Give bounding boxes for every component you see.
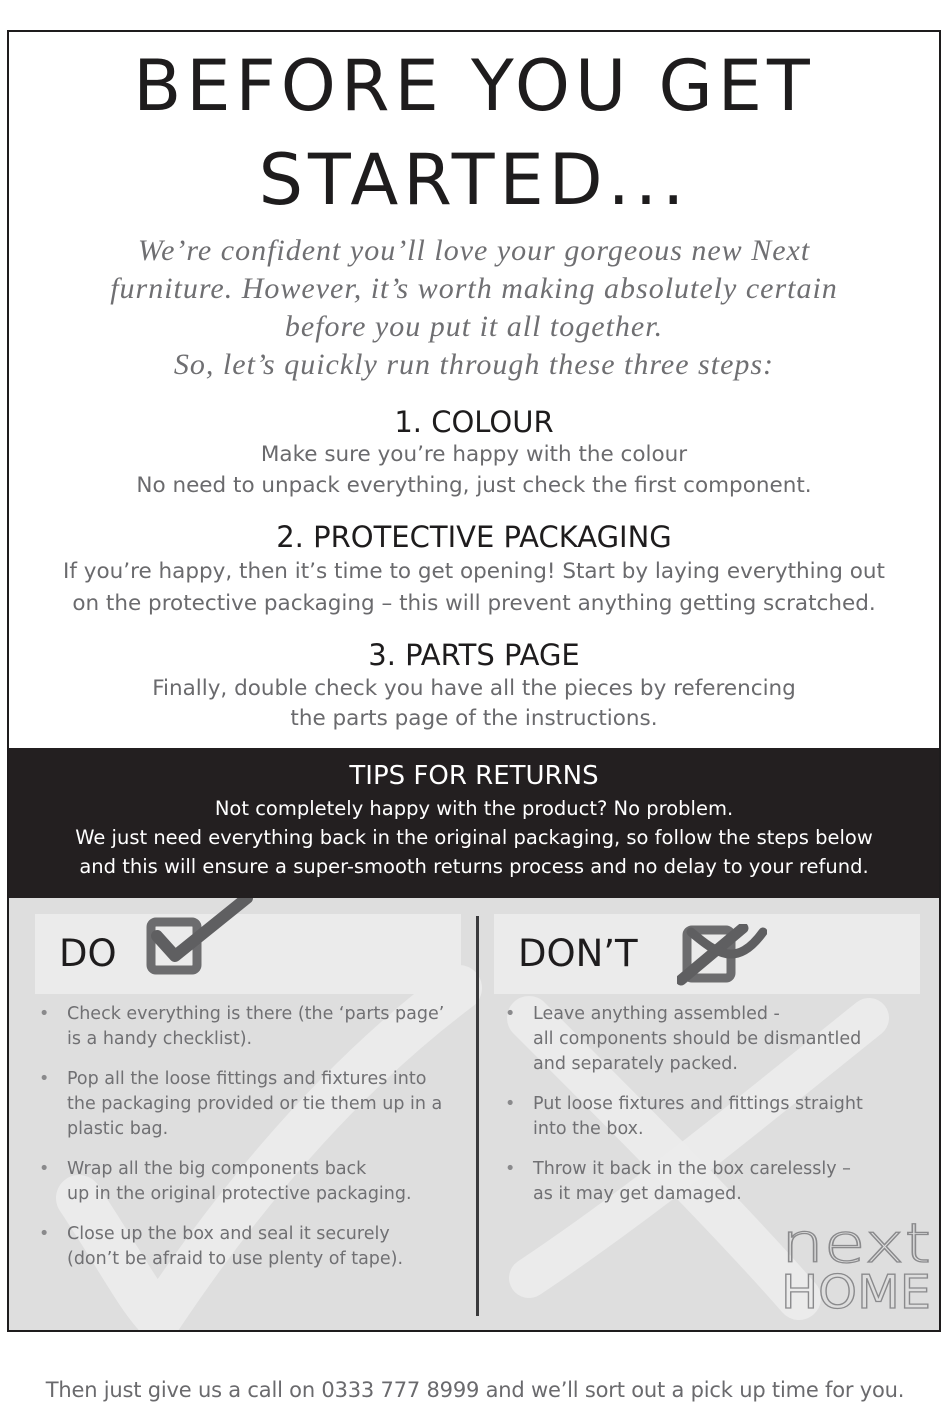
list-item: • Wrap all the big components back up in the original protective packaging. — [35, 1157, 465, 1207]
step-3-line: the parts page of the instructions. — [290, 706, 658, 731]
tips-heading: TIPS FOR RETURNS — [349, 761, 599, 791]
tips-line: We just need everything back in the original packaging, so follow the steps below — [75, 826, 873, 849]
do-header — [35, 914, 461, 994]
cross-in-box-icon — [677, 924, 767, 986]
column-divider — [476, 916, 479, 1316]
do-label: DO — [59, 932, 117, 975]
list-item: • Throw it back in the box carelessly – as it may get damaged. — [501, 1157, 921, 1207]
dont-label: DON’T — [518, 932, 638, 975]
step-1-line: No need to unpack everything, just check the first component. — [136, 473, 812, 498]
page-title-line-2: STARTED... — [258, 139, 690, 221]
tips-text — [9, 794, 939, 881]
step-3-line: Finally, double check you have all the pieces by referencing — [152, 676, 796, 701]
footer-call-text: Then just give us a call on 0333 777 8999 and we’ll sort out a pick up time for you. — [45, 1378, 905, 1402]
list-item: • Pop all the loose fittings and fixtures into the packaging provided or tie them up in a plastic bag. — [35, 1067, 465, 1142]
step-3-heading: 3. PARTS PAGE — [368, 638, 580, 672]
list-item: • Leave anything assembled - all components should be dismantled and separately packed. — [501, 1002, 921, 1077]
step-1-line: Make sure you’re happy with the colour — [260, 442, 688, 467]
notice-panel — [7, 30, 941, 1332]
tick-in-box-icon — [143, 898, 253, 986]
next-home-logo — [779, 1220, 937, 1315]
tips-line: Not completely happy with the product? No problem. — [214, 797, 734, 820]
intro-line: furniture. However, it’s worth making absolutely certain — [110, 272, 838, 305]
logo-next-text: next — [781, 1220, 931, 1275]
intro-line: So, let’s quickly run through these three steps: — [173, 348, 775, 381]
intro-line: We’re confident you’ll love your gorgeous new Next — [137, 234, 811, 267]
tips-line: and this will ensure a super-smooth returns process and no delay to your refund. — [79, 855, 869, 878]
step-1-heading: 1. COLOUR — [394, 405, 554, 439]
dont-list — [501, 1002, 921, 1222]
step-2-line: If you’re happy, then it’s time to get opening! Start by laying everything out — [63, 559, 885, 584]
do-dont-panel — [9, 898, 939, 1332]
intro-line: before you put it all together. — [284, 310, 664, 343]
intro-text — [9, 232, 939, 384]
list-item: • Close up the box and seal it securely (don’t be afraid to use plenty of tape). — [35, 1222, 465, 1272]
page-title-line-1: BEFORE YOU GET — [133, 45, 815, 127]
dont-header — [494, 914, 920, 994]
do-list — [35, 1002, 465, 1287]
tips-for-returns-banner — [9, 748, 939, 898]
list-item: • Put loose fixtures and fittings straight into the box. — [501, 1092, 921, 1142]
step-2-heading: 2. PROTECTIVE PACKAGING — [276, 520, 672, 554]
step-2-line: on the protective packaging – this will prevent anything getting scratched. — [72, 591, 876, 616]
list-item: • Check everything is there (the ‘parts page’ is a handy checklist). — [35, 1002, 465, 1052]
logo-home-text: HOME — [781, 1265, 931, 1315]
